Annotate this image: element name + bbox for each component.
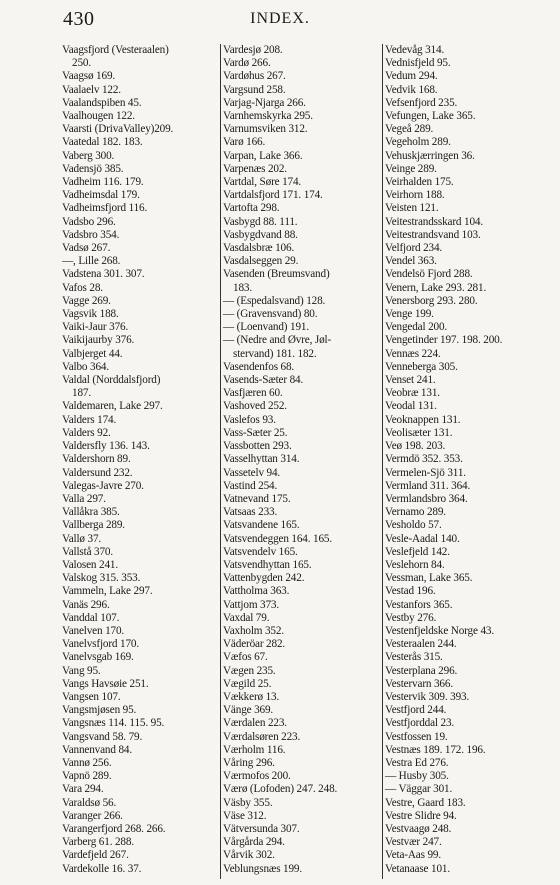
index-entry: Vestfjorddal 23.	[385, 717, 455, 730]
index-entry: Veirhorn 188.	[385, 189, 445, 202]
index-entry: Vaagsø 169.	[62, 70, 116, 83]
index-entry: Veø 198. 203.	[385, 440, 446, 453]
index-entry: Vardesjø 208.	[223, 44, 283, 56]
index-entry: Vattjom 373.	[223, 598, 279, 611]
index-entry: Vanelvsgab 169.	[62, 651, 134, 664]
index-entry: Vefungen, Lake 365.	[385, 110, 476, 123]
index-entry: Venersborg 293. 280.	[385, 294, 478, 307]
index-entry: Vestvaagø 248.	[385, 822, 452, 835]
index-entry: Vegeholm 289.	[385, 136, 451, 149]
index-entry: Veta-Aas 99.	[385, 849, 441, 862]
index-entry: Vammeln, Lake 297.	[62, 585, 153, 598]
page-title: INDEX.	[250, 10, 310, 27]
index-entry: Venneberga 305.	[385, 360, 458, 373]
index-entry: Vetanaase 101.	[385, 862, 450, 875]
index-entry: Veitestrandsskard 104.	[385, 215, 483, 228]
index-entry: Vadsbro 354.	[62, 228, 120, 241]
index-entry: Venset 241.	[385, 374, 436, 387]
index-entry: Varpenæs 202.	[223, 162, 287, 175]
index-entry: Varnumsviken 312.	[223, 123, 308, 136]
index-entry: — (Loenvand) 191.	[223, 321, 309, 334]
index-entry: Valdersfly 136. 143.	[62, 440, 150, 453]
index-entry: Vardekolle 16. 37.	[62, 862, 142, 875]
index-entry: Vassetelv 94.	[223, 466, 281, 479]
index-entry: Vaalaelv 122.	[62, 83, 121, 96]
index-entry: Varjag-Njarga 266.	[223, 96, 306, 109]
index-entry: Väse 312.	[223, 809, 267, 822]
index-entry: Vasenden (Breumsvand)	[223, 268, 330, 281]
index-entry: Valbjerget 44.	[62, 347, 123, 360]
index-entry: Valbo 364.	[62, 360, 109, 373]
index-entry: Varpan, Lake 366.	[223, 149, 303, 162]
index-entry: — (Espedalsvand) 128.	[223, 294, 326, 307]
index-entry: Vestfossen 19.	[385, 730, 448, 743]
index-entry: Vestervik 309. 393.	[385, 690, 470, 703]
index-entry: Veoknappen 131.	[385, 413, 461, 426]
index-entry: Vallberga 289.	[62, 519, 125, 532]
index-entry: Vesterplana 296.	[385, 664, 458, 677]
index-entry: Vaiki-Jaur 376.	[62, 321, 129, 334]
index-entry: Værdalen 223.	[223, 717, 287, 730]
index-entry: Vestra Ed 276.	[385, 756, 449, 769]
index-entry: Vagsvik 188.	[62, 308, 119, 321]
index-entry: Valdal (Norddalsfjord)	[62, 374, 161, 387]
index-entry: Vernamo 289.	[385, 506, 446, 519]
index-entry: Valders 174.	[62, 413, 117, 426]
index-entry: Vækkerø 13.	[223, 690, 280, 703]
index-entry: Vedum 294.	[385, 70, 438, 83]
index-entry: Vagge 269.	[62, 294, 111, 307]
index-entry: Vaikijaurby 376.	[62, 334, 135, 347]
index-entry: 250.	[72, 57, 91, 70]
index-entry: Vaagsfjord (Vesteraalen)	[62, 44, 169, 56]
index-entry: Vanäs 296.	[62, 598, 110, 611]
index-entry: Vashoved 252.	[223, 400, 287, 413]
index-entry: Væfos 67.	[223, 651, 268, 664]
index-entry: Vasbygd 88. 111.	[223, 215, 298, 228]
index-entry: Vartdal, Søre 174.	[223, 176, 302, 189]
index-entry: Vadheim 116. 179.	[62, 176, 144, 189]
index-entry: Vätversunda 307.	[223, 822, 300, 835]
index-entry: Vannenvand 84.	[62, 743, 132, 756]
index-entry: Vasendenfos 68.	[223, 360, 295, 373]
index-entry: Vargsund 258.	[223, 83, 286, 96]
index-entry: Vasends-Sæter 84.	[223, 374, 304, 387]
index-entry: Vestby 276.	[385, 611, 437, 624]
index-entry: Valdershorn 89.	[62, 453, 131, 466]
index-entry: Vasbygdvand 88.	[223, 228, 298, 241]
index-entry: 183.	[233, 281, 252, 294]
index-entry: Vadsbo 296.	[62, 215, 116, 228]
index-entry: Vaatedal 182. 183.	[62, 136, 143, 149]
index-entry: Vasdalseggen 29.	[223, 255, 299, 268]
index-entry: Vengedal 200.	[385, 321, 448, 334]
index-entry: 187.	[72, 387, 91, 400]
index-entry: Vadheimsfjord 116.	[62, 202, 148, 215]
index-entry: Varnhemskyrka 295.	[223, 110, 313, 123]
index-entry: Vaalandspiben 45.	[62, 96, 142, 109]
index-entry: Vardefjeld 267.	[62, 849, 129, 862]
index-entry: Veblungsnæs 199.	[223, 862, 303, 875]
index-entry: Vatsvandene 165.	[223, 519, 300, 532]
index-entry: Vesle-Aadal 140.	[385, 532, 460, 545]
index-entry: Varberg 61. 288.	[62, 836, 134, 849]
index-entry: Veisten 121.	[385, 202, 439, 215]
index-entry: Varangerfjord 268. 266.	[62, 822, 166, 835]
index-entry: Vermland 311. 364.	[385, 479, 471, 492]
index-entry: Veinge 289.	[385, 162, 437, 175]
index-entry: Vedevåg 314.	[385, 44, 445, 56]
index-entry: Valegas-Javre 270.	[62, 479, 144, 492]
index-entry: Vesholdo 57.	[385, 519, 442, 532]
index-entry: Vallåkra 385.	[62, 506, 120, 519]
index-entry: Vattholma 363.	[223, 585, 290, 598]
index-entry: Vestanfors 365.	[385, 598, 453, 611]
index-entry: — (Gravensvand) 80.	[223, 308, 318, 321]
index-entry: Vangsen 107.	[62, 690, 121, 703]
index-entry: Vangsnæs 114. 115. 95.	[62, 717, 165, 730]
index-entry: Vadheimsdal 179.	[62, 189, 140, 202]
index-entry: Vangsvand 58. 79.	[62, 730, 143, 743]
index-entry: Vendel 363.	[385, 255, 437, 268]
index-entry: Vestad 196.	[385, 585, 436, 598]
index-entry: Väderöar 282.	[223, 638, 286, 651]
index-entry: Vednisfjeld 95.	[385, 57, 451, 70]
index-entry: Vestvær 247.	[385, 836, 442, 849]
index-entry: Vesteraalen 244.	[385, 638, 457, 651]
index-entry: Vafos 28.	[62, 281, 103, 294]
index-entry: Venge 199.	[385, 308, 434, 321]
index-entry: Vægen 235.	[223, 664, 276, 677]
index-entry: Vestre, Gaard 183.	[385, 796, 466, 809]
index-entry: Veobræ 131.	[385, 387, 440, 400]
index-entry: Vermlandsbro 364.	[385, 492, 468, 505]
index-entry: Vatsvendelv 165.	[223, 545, 298, 558]
index-entry: Valla 297.	[62, 492, 106, 505]
index-entry: Vesterås 315.	[385, 651, 443, 664]
index-entry: Varaldsø 56.	[62, 796, 117, 809]
index-entry: Vannø 256.	[62, 756, 112, 769]
index-entry: Vallstå 370.	[62, 545, 114, 558]
index-entry: Vehuskjærringen 36.	[385, 149, 475, 162]
index-entry: Vendelsö Fjord 288.	[385, 268, 473, 281]
index-entry: Veitestrandsvand 103.	[385, 228, 481, 241]
index-entry: Vennæs 224.	[385, 347, 441, 360]
index-entry: Vartdalsfjord 171. 174.	[223, 189, 323, 202]
page-number: 430	[63, 8, 95, 30]
index-entry: Vaalhougen 122.	[62, 110, 135, 123]
index-columns	[62, 44, 535, 879]
index-entry: Veslefjeld 142.	[385, 545, 450, 558]
index-entry: Vatsvendhyttan 165.	[223, 558, 312, 571]
index-entry: Veolisæter 131.	[385, 426, 453, 439]
index-entry: Værholm 116.	[223, 743, 286, 756]
index-column-3	[382, 44, 535, 879]
index-entry: Varanger 266.	[62, 809, 123, 822]
index-column-1	[62, 44, 220, 879]
index-entry: Vang 95.	[62, 664, 101, 677]
index-entry: Vatsaas 233.	[223, 506, 278, 519]
index-entry: Vestfjord 244.	[385, 704, 447, 717]
index-entry: Vestervarn 366.	[385, 677, 453, 690]
index-entry: Vadsø 267.	[62, 242, 111, 255]
index-entry: Vaxholm 352.	[223, 624, 284, 637]
index-column-2	[220, 44, 382, 879]
index-entry: Vapnö 289.	[62, 770, 112, 783]
index-entry: Valdersund 232.	[62, 466, 133, 479]
index-entry: Vallø 37.	[62, 532, 102, 545]
index-entry: Venern, Lake 293. 281.	[385, 281, 487, 294]
index-entry: Varø 166.	[223, 136, 266, 149]
index-entry: — (Nedre and Øvre, Jøl-	[223, 334, 332, 347]
index-entry: Vardøhus 267.	[223, 70, 286, 83]
index-entry: Vangsmjøsen 95.	[62, 704, 137, 717]
index-entry: Vattenbygden 242.	[223, 572, 305, 585]
index-entry: Vægild 25.	[223, 677, 272, 690]
index-entry: Valders 92.	[62, 426, 111, 439]
index-entry: Vedvik 168.	[385, 83, 438, 96]
index-entry: Vasdalsbræ 106.	[223, 242, 295, 255]
index-entry: Vaarsti (DrivaValley)209.	[62, 123, 174, 136]
index-entry: Vara 294.	[62, 783, 104, 796]
index-entry: Vatsvendeggen 164. 165.	[223, 532, 333, 545]
index-entry: —, Lille 268.	[62, 255, 121, 268]
index-entry: Vasfjæren 60.	[223, 387, 283, 400]
index-entry: Vårgårda 294.	[223, 836, 285, 849]
index-entry: Valskog 315. 353.	[62, 572, 141, 585]
index-entry: Vatnevand 175.	[223, 492, 291, 505]
index-entry: Værmofos 200.	[223, 770, 291, 783]
index-entry: Vestenfjeldske Norge 43.	[385, 624, 494, 637]
index-entry: Vestre Slidre 94.	[385, 809, 457, 822]
index-entry: Vefsenfjord 235.	[385, 96, 458, 109]
index-entry: Vessman, Lake 365.	[385, 572, 473, 585]
index-entry: Vadstena 301. 307.	[62, 268, 145, 281]
index-entry: Veodal 131.	[385, 400, 437, 413]
index-entry: Valosen 241.	[62, 558, 118, 571]
index-entry: Vaslefos 93.	[223, 413, 276, 426]
index-entry: stervand) 181. 182.	[233, 347, 317, 360]
index-entry: Vastind 254.	[223, 479, 278, 492]
index-entry: Vasselhyttan 314.	[223, 453, 300, 466]
index-entry: Vanelven 170.	[62, 624, 125, 637]
index-entry: Værø (Lofoden) 247. 248.	[223, 783, 338, 796]
index-entry: Våring 296.	[223, 756, 275, 769]
index-entry: Vass-Sæter 25.	[223, 426, 288, 439]
index-entry: Velfjord 234.	[385, 242, 443, 255]
index-entry: Vangs Havsøie 251.	[62, 677, 149, 690]
index-entry: Vaberg 300.	[62, 149, 115, 162]
index-entry: Vanelvsfjord 170.	[62, 638, 139, 651]
index-entry: Vartofta 298.	[223, 202, 280, 215]
index-entry: Vanddal 107.	[62, 611, 120, 624]
index-entry: Veslehorn 84.	[385, 558, 445, 571]
index-entry: Vermdö 352. 353.	[385, 453, 463, 466]
index-entry: Väsby 355.	[223, 796, 273, 809]
index-entry: Vengetinder 197. 198. 200.	[385, 334, 503, 347]
index-entry: Vadensjö 385.	[62, 162, 124, 175]
index-entry: Veirhalden 175.	[385, 176, 454, 189]
index-entry: Værdalsøren 223.	[223, 730, 301, 743]
index-entry: Vänge 369.	[223, 704, 274, 717]
index-entry: Vestnæs 189. 172. 196.	[385, 743, 486, 756]
index-entry: Vaxdal 79.	[223, 611, 270, 624]
index-entry: Vårvik 302.	[223, 849, 275, 862]
index-entry: Vardø 266.	[223, 57, 271, 70]
index-entry: Vegeå 289.	[385, 123, 434, 136]
index-entry: — Väggar 301.	[385, 783, 453, 796]
index-entry: — Husby 305.	[385, 770, 449, 783]
index-entry: Valdemaren, Lake 297.	[62, 400, 163, 413]
index-entry: Vermelen-Sjö 311.	[385, 466, 466, 479]
index-entry: Vassbotten 293.	[223, 440, 292, 453]
